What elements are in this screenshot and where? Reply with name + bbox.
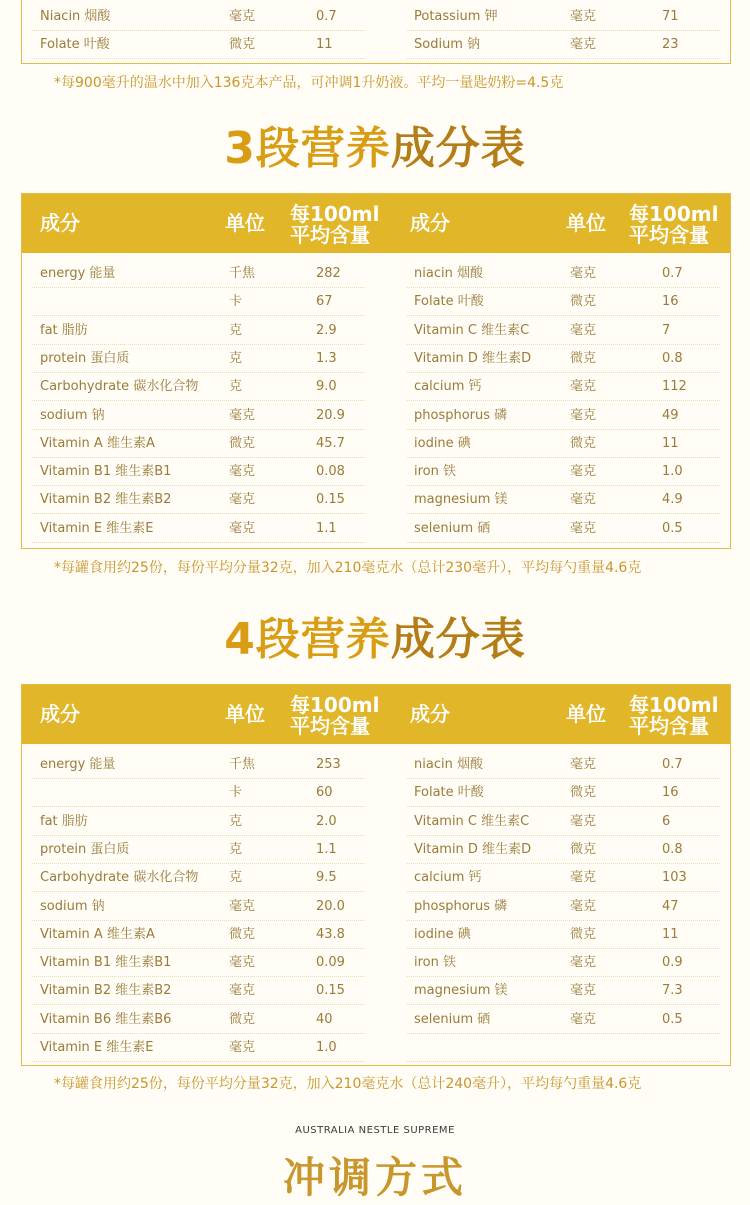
table-row (22, 373, 730, 401)
row-divider (32, 58, 365, 59)
cell-unit: 毫克 (229, 9, 256, 24)
header-per100ml-right-line2: 平均含量 (629, 714, 709, 738)
cell-ingredient: Vitamin A 维生素A (40, 926, 155, 942)
cell-unit: 克 (229, 841, 243, 857)
cell-unit: 微克 (229, 1011, 256, 1027)
cell-ingredient-right: magnesium 镁 (414, 983, 508, 999)
table-row (22, 345, 730, 373)
cell-ingredient: Carbohydrate 碳水化合物 (40, 379, 199, 395)
cell-amount: 1.1 (316, 841, 337, 857)
cell-amount-right: 49 (662, 407, 679, 423)
cell-amount: 1.3 (316, 350, 337, 366)
header-per100ml-line1: 每100ml (290, 202, 380, 226)
cell-ingredient-right: iron 铁 (414, 955, 456, 971)
stage4-nutrition-table (21, 684, 731, 1066)
cell-amount-right: 23 (662, 37, 679, 53)
cell-unit: 毫克 (229, 983, 256, 999)
cell-unit-right: 微克 (570, 294, 597, 310)
cell-unit-right: 微克 (570, 841, 597, 857)
stage3-footnote: *每罐食用约25份，每份平均分量32克，加入210毫克水（总计230毫升），平均每勺重量4.6克 (54, 560, 642, 576)
cell-amount: 43.8 (316, 926, 345, 942)
header-per100ml-right-line1: 每100ml (629, 202, 719, 226)
cell-ingredient-right: Vitamin C 维生素C (414, 322, 530, 338)
stage4-title (0, 603, 750, 667)
cell-amount-right: 16 (662, 785, 679, 801)
cell-amount: 67 (316, 294, 333, 310)
cell-ingredient: Vitamin A 维生素A (40, 435, 155, 451)
cell-amount: 20.0 (316, 898, 345, 914)
table-row (22, 864, 730, 892)
stage3-nutrition-table (21, 193, 731, 549)
cell-amount: 1.0 (316, 1040, 337, 1055)
stage4-title-part1: 4段营养 (224, 614, 391, 665)
cell-amount-right: 16 (662, 294, 679, 310)
cell-unit: 毫克 (229, 520, 256, 536)
cell-ingredient-right: phosphorus 磷 (414, 407, 508, 423)
cell-ingredient-right: selenium 硒 (414, 520, 491, 536)
cell-amount: 2.9 (316, 322, 337, 338)
cell-unit-right: 毫克 (570, 870, 597, 886)
header-per100ml (290, 695, 379, 737)
cell-amount-right: 0.8 (662, 841, 683, 857)
header-per100ml-right-line2: 平均含量 (629, 223, 709, 247)
cell-ingredient: Vitamin B1 维生素B1 (40, 955, 172, 971)
table-row (22, 486, 730, 514)
cell-amount: 40 (316, 1011, 333, 1027)
cell-unit-right: 毫克 (570, 813, 597, 829)
cell-ingredient-right: calcium 钙 (414, 870, 482, 886)
table-row (22, 921, 730, 949)
cell-ingredient: sodium 钠 (40, 407, 105, 423)
cell-ingredient-right: niacin 烟酸 (414, 757, 483, 772)
cell-amount-right: 1.0 (662, 464, 683, 480)
header-unit-right: 单位 (566, 702, 606, 726)
cell-ingredient: fat 脂肪 (40, 322, 88, 338)
cell-ingredient: Carbohydrate 碳水化合物 (40, 870, 199, 886)
cell-unit: 微克 (229, 435, 256, 451)
cell-unit: 克 (229, 322, 243, 338)
cell-ingredient: Vitamin B1 维生素B1 (40, 464, 172, 480)
row-divider (32, 1061, 365, 1062)
cell-amount: 253 (316, 757, 341, 772)
table-header (22, 685, 730, 744)
cell-ingredient: energy 能量 (40, 757, 116, 772)
preparation-title: 冲调方式 (282, 1153, 467, 1202)
cell-ingredient: Vitamin B2 维生素B2 (40, 983, 172, 999)
cell-ingredient-right: Vitamin D 维生素D (414, 350, 532, 366)
cell-ingredient: Vitamin E 维生素E (40, 1040, 154, 1055)
header-per100ml-right (629, 695, 718, 737)
cell-ingredient-right: niacin 烟酸 (414, 266, 483, 281)
cell-unit-right: 毫克 (570, 898, 597, 914)
table-row (22, 751, 730, 779)
stage4-title-part2: 成分表 (390, 614, 526, 665)
cell-unit-right: 微克 (570, 926, 597, 942)
table-row (22, 893, 730, 921)
cell-unit-right: 毫克 (570, 1011, 597, 1027)
row-divider (32, 542, 365, 543)
cell-amount: 1.1 (316, 520, 337, 536)
table-row (22, 458, 730, 486)
table-header (22, 194, 730, 253)
cell-unit-right: 毫克 (570, 757, 597, 772)
table-row (22, 949, 730, 977)
cell-amount-right: 7.3 (662, 983, 683, 999)
table-row (22, 1006, 730, 1034)
cell-ingredient-right: Potassium 钾 (414, 9, 498, 24)
stage3-title-part1: 3段营养 (224, 123, 391, 174)
cell-unit: 千焦 (229, 757, 256, 772)
cell-amount-right: 103 (662, 870, 687, 886)
cell-unit-right: 毫克 (570, 322, 597, 338)
cell-unit: 克 (229, 379, 243, 395)
table-row (22, 288, 730, 316)
stage2-footnote: *每900毫升的温水中加入136克本产品，可冲调1升奶液。平均一量匙奶粉=4.5克 (54, 75, 564, 91)
cell-ingredient: Folate 叶酸 (40, 37, 110, 53)
header-unit: 单位 (225, 211, 265, 235)
table-row (22, 977, 730, 1005)
cell-unit-right: 毫克 (570, 955, 597, 971)
cell-amount-right: 0.7 (662, 757, 683, 772)
cell-amount: 0.15 (316, 983, 345, 999)
cell-ingredient: Vitamin B2 维生素B2 (40, 492, 172, 508)
cell-unit-right: 毫克 (570, 9, 597, 24)
header-per100ml-right (629, 204, 718, 246)
table-row (22, 1034, 730, 1062)
header-per100ml-right-line1: 每100ml (629, 693, 719, 717)
cell-unit-right: 微克 (570, 350, 597, 366)
cell-amount: 9.0 (316, 379, 337, 395)
row-divider (407, 542, 720, 543)
cell-unit: 千焦 (229, 266, 256, 281)
cell-amount-right: 47 (662, 898, 679, 914)
header-per100ml-line1: 每100ml (290, 693, 380, 717)
stage3-title-part2: 成分表 (390, 123, 526, 174)
cell-amount: 11 (316, 37, 333, 53)
cell-unit: 毫克 (229, 1040, 256, 1055)
cell-amount-right: 4.9 (662, 492, 683, 508)
cell-unit: 毫克 (229, 464, 256, 480)
cell-ingredient-right: iodine 碘 (414, 435, 471, 451)
cell-amount: 0.09 (316, 955, 345, 971)
cell-amount-right: 0.8 (662, 350, 683, 366)
cell-amount: 0.7 (316, 9, 337, 24)
table-row (22, 430, 730, 458)
table-row (22, 808, 730, 836)
cell-ingredient-right: phosphorus 磷 (414, 898, 508, 914)
table-row (22, 260, 730, 288)
table-row (22, 3, 730, 31)
table-row (22, 836, 730, 864)
cell-ingredient: Niacin 烟酸 (40, 9, 111, 24)
table-row (22, 402, 730, 430)
cell-ingredient: energy 能量 (40, 266, 116, 281)
cell-amount-right: 0.5 (662, 1011, 683, 1027)
cell-unit: 毫克 (229, 898, 256, 914)
cell-ingredient: Vitamin B6 维生素B6 (40, 1011, 172, 1027)
cell-ingredient-right: selenium 硒 (414, 1011, 491, 1027)
cell-amount: 2.0 (316, 813, 337, 829)
brand-subtitle: AUSTRALIA NESTLE SUPREME (295, 1125, 455, 1136)
cell-unit: 毫克 (229, 407, 256, 423)
cell-amount: 9.5 (316, 870, 337, 886)
cell-unit-right: 毫克 (570, 37, 597, 53)
cell-ingredient: protein 蛋白质 (40, 350, 130, 366)
cell-ingredient-right: Vitamin D 维生素D (414, 841, 532, 857)
cell-ingredient: protein 蛋白质 (40, 841, 130, 857)
cell-unit-right: 毫克 (570, 520, 597, 536)
row-divider (407, 58, 720, 59)
cell-ingredient-right: Vitamin C 维生素C (414, 813, 530, 829)
cell-unit: 克 (229, 870, 243, 886)
cell-unit-right: 毫克 (570, 407, 597, 423)
header-per100ml-line2: 平均含量 (290, 223, 370, 247)
table-row (22, 779, 730, 807)
header-ingredient-right: 成分 (410, 211, 450, 235)
cell-amount: 45.7 (316, 435, 345, 451)
cell-amount-right: 11 (662, 435, 679, 451)
header-ingredient-right: 成分 (410, 702, 450, 726)
header-unit-right: 单位 (566, 211, 606, 235)
cell-ingredient-right: calcium 钙 (414, 379, 482, 395)
cell-unit: 卡 (229, 785, 243, 801)
cell-amount-right: 0.9 (662, 955, 683, 971)
cell-unit-right: 毫克 (570, 464, 597, 480)
cell-unit: 卡 (229, 294, 243, 310)
header-unit: 单位 (225, 702, 265, 726)
cell-unit: 微克 (229, 37, 256, 53)
cell-unit-right: 毫克 (570, 266, 597, 281)
cell-ingredient-right: Folate 叶酸 (414, 294, 484, 310)
cell-amount: 282 (316, 266, 341, 281)
cell-amount: 0.08 (316, 464, 345, 480)
cell-amount-right: 0.7 (662, 266, 683, 281)
header-ingredient: 成分 (40, 211, 80, 235)
stage4-footnote: *每罐食用约25份，每份平均分量32克，加入210毫克水（总计240毫升），平均每勺重量4.6克 (54, 1076, 642, 1092)
cell-amount: 60 (316, 785, 333, 801)
cell-amount-right: 0.5 (662, 520, 683, 536)
cell-amount-right: 71 (662, 9, 679, 24)
cell-unit-right: 微克 (570, 435, 597, 451)
cell-unit-right: 毫克 (570, 492, 597, 508)
cell-amount-right: 6 (662, 813, 671, 829)
header-per100ml-line2: 平均含量 (290, 714, 370, 738)
table-row (22, 317, 730, 345)
cell-ingredient-right: iron 铁 (414, 464, 456, 480)
cell-unit: 克 (229, 813, 243, 829)
cell-ingredient-right: Sodium 钠 (414, 37, 481, 53)
cell-amount-right: 112 (662, 379, 687, 395)
cell-ingredient: Vitamin E 维生素E (40, 520, 154, 536)
cell-unit: 毫克 (229, 492, 256, 508)
cell-unit: 毫克 (229, 955, 256, 971)
stage2-table-partial (21, 0, 731, 64)
cell-ingredient-right: iodine 碘 (414, 926, 471, 942)
cell-unit: 克 (229, 350, 243, 366)
cell-ingredient: fat 脂肪 (40, 813, 88, 829)
table-row (22, 515, 730, 543)
row-divider (407, 1061, 720, 1062)
cell-ingredient-right: magnesium 镁 (414, 492, 508, 508)
cell-unit-right: 毫克 (570, 983, 597, 999)
cell-unit: 微克 (229, 926, 256, 942)
table-row (22, 31, 730, 59)
cell-unit-right: 毫克 (570, 379, 597, 395)
cell-amount-right: 7 (662, 322, 671, 338)
stage3-title (0, 112, 750, 176)
cell-amount: 20.9 (316, 407, 345, 423)
cell-amount: 0.15 (316, 492, 345, 508)
cell-ingredient-right: Folate 叶酸 (414, 785, 484, 801)
header-ingredient: 成分 (40, 702, 80, 726)
header-per100ml (290, 204, 379, 246)
cell-amount-right: 11 (662, 926, 679, 942)
cell-unit-right: 微克 (570, 785, 597, 801)
cell-ingredient: sodium 钠 (40, 898, 105, 914)
